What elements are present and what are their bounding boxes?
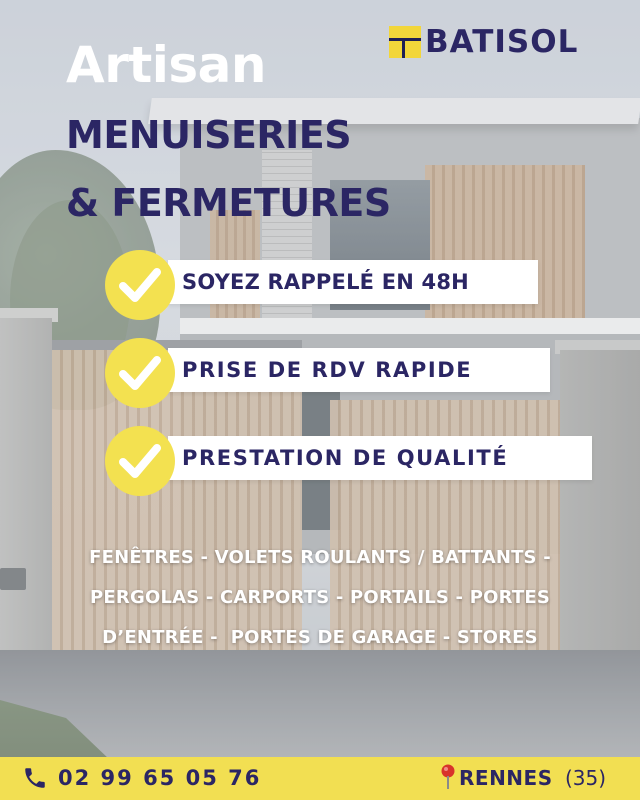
benefit-pill [168,260,538,304]
location-department: (35) [565,766,607,790]
brand-name: BATISOL [425,23,579,60]
services-line: FENÊTRES - VOLETS ROULANTS / BATTANTS - [89,547,551,568]
headline-menuiseries: MENUISERIES [66,113,352,157]
benefit-label: PRESTATION DE QUALITÉ [182,446,509,470]
benefit-pill [168,348,550,392]
phone-number-link[interactable]: 02 99 65 05 76 [58,766,262,790]
headline-fermetures: & FERMETURES [66,181,391,225]
benefit-label: PRISE DE RDV RAPIDE [182,358,473,382]
check-icon [105,338,175,408]
services-list [40,538,600,658]
benefit-pill [168,436,592,480]
headline-artisan: Artisan [66,36,266,94]
location-city: RENNES [459,766,553,790]
phone-icon [22,765,48,796]
brand-logo [389,22,578,62]
check-icon [105,426,175,496]
benefit-label: SOYEZ RAPPELÉ EN 48H [182,270,469,294]
services-line: PERGOLAS - CARPORTS - PORTAILS - PORTES [90,587,550,608]
logo-mark-icon [389,26,421,58]
services-line: D’ENTRÉE - PORTES DE GARAGE - STORES [102,627,538,648]
map-pin-icon [440,764,456,795]
check-icon [105,250,175,320]
